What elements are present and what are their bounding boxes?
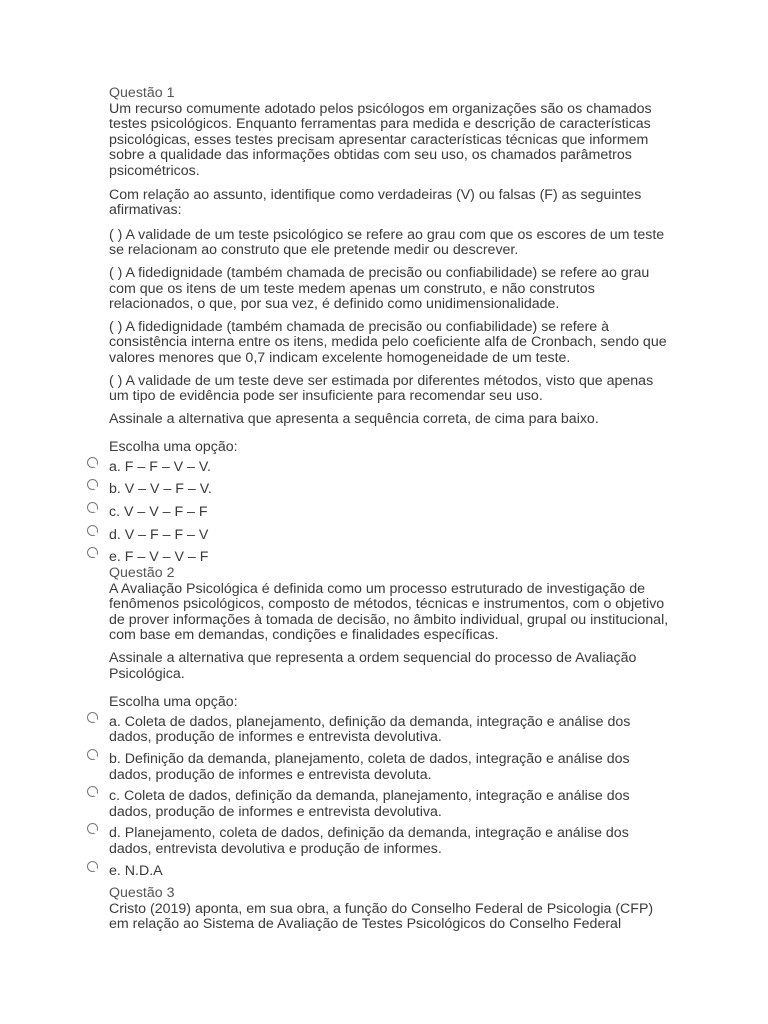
q2-option-c-label: c. Coleta de dados, definição da demanda, planejamento, integração e análise dos dados, produção de informes e entrevista devolutiva. [109, 788, 630, 820]
q1-option-d[interactable] [109, 528, 669, 544]
q2-option-b-label: b. Definição da demanda, planejamento, coleta de dados, integração e análise dos dados, produção de informes e entrevista devoluta. [109, 750, 630, 783]
statement-4: ( ) A validade de um teste deve ser estimada por diferentes métodos, visto que apenas um tipo de evidência pode ser insuficiente para recomendar seu uso. [109, 372, 654, 405]
radio-icon[interactable] [87, 479, 98, 490]
question-1-choose-label: Escolha uma opção: [109, 439, 238, 456]
question-1-intro: Um recurso comumente adotado pelos psicólogos em organizações são os chamados testes psicológicos. Enquanto ferramentas para medida e descrição de características psicológicas, esses testes precisam apresentar características técnicas que informem sobre a qualidade das informações obtidas com seu uso, os chamados parâmetros psicométricos. [109, 100, 652, 179]
q2-option-d[interactable] [109, 826, 669, 857]
q1-option-c[interactable] [109, 505, 669, 521]
q2-option-b[interactable] [109, 752, 669, 783]
question-3-title: Questão 3 [109, 885, 175, 901]
question-2-title: Questão 2 [109, 565, 175, 581]
question-1-prompt: Assinale a alternativa que apresenta a sequência correta, de cima para baixo. [109, 410, 599, 427]
statement-2: ( ) A fidedignidade (também chamada de precisão ou confiabilidade) se refere ao grau com que os itens de um teste medem apenas um construto, e não construtos relacionados, o que, por sua vez, é definido como unidimensionalidade. [109, 264, 650, 313]
question-2-choose-label: Escolha uma opção: [109, 694, 238, 711]
radio-icon[interactable] [87, 502, 98, 513]
q2-option-a[interactable] [109, 715, 669, 746]
question-3-intro: Cristo (2019) aponta, em sua obra, a função do Conselho Federal de Psicologia (CFP) em relação ao Sistema de Avaliação de Testes Psicológicos do Conselho Federal [109, 900, 654, 933]
radio-icon[interactable] [87, 457, 98, 468]
q2-option-e-label: e. N.D.A [109, 862, 163, 879]
q1-option-c-label: c. V – V – F – F [109, 504, 208, 521]
q1-option-e-label: e. F – V – V – F [109, 549, 209, 566]
question-2-prompt: Assinale a alternativa que representa a ordem sequencial do processo de Avaliação Psicológica. [109, 649, 637, 682]
statement-1: ( ) A validade de um teste psicológico se refere ao grau com que os escores de um teste se relacionam ao construto que ele pretende medir ou descrever. [109, 226, 665, 259]
q2-option-c[interactable] [109, 789, 669, 820]
q2-option-e[interactable] [109, 864, 669, 880]
q1-option-b-label: b. V – V – F – V. [109, 481, 212, 498]
radio-icon[interactable] [87, 547, 98, 558]
question-2 [109, 566, 669, 885]
radio-icon[interactable] [87, 786, 98, 797]
statement-3: ( ) A fidedignidade (também chamada de precisão ou confiabilidade) se refere à consistência interna entre os itens, medida pelo coeficiente alfa de Cronbach, sendo que valores menores que 0,7 indicam excelente homogeneidade de um teste. [109, 318, 667, 366]
q1-option-b[interactable] [109, 482, 669, 498]
radio-icon[interactable] [87, 712, 98, 723]
q1-option-d-label: d. V – F – F – V [109, 526, 209, 543]
radio-icon[interactable] [87, 525, 98, 536]
question-3 [109, 886, 669, 938]
q1-option-a-label: a. F – F – V – V. [109, 458, 211, 475]
radio-icon[interactable] [87, 823, 98, 834]
question-1 [109, 86, 669, 573]
q1-option-a[interactable] [109, 460, 669, 476]
question-1-title: Questão 1 [109, 85, 175, 101]
q2-option-a-label: a. Coleta de dados, planejamento, definição da demanda, integração e análise dos dados, produção de informes e entrevista devolutiva. [109, 713, 631, 746]
q2-option-d-label: d. Planejamento, coleta de dados, definição da demanda, integração e análise dos dados, entrevista devolutiva e produção de informes. [109, 825, 629, 857]
question-1-instruction: Com relação ao assunto, identifique como verdadeiras (V) ou falsas (F) as seguintes afirmativas: [109, 186, 642, 219]
q1-option-e[interactable] [109, 550, 669, 566]
radio-icon[interactable] [87, 861, 98, 872]
question-2-intro: A Avaliação Psicológica é definida como um processo estruturado de investigação de fenômenos psicológicos, composto de métodos, técnicas e instrumentos, com o objetivo de prover informações à tomada de decisão, no âmbito individual, grupal ou institucional, com base em demandas, condições e finalidades específicas. [109, 580, 669, 644]
radio-icon[interactable] [87, 749, 98, 760]
